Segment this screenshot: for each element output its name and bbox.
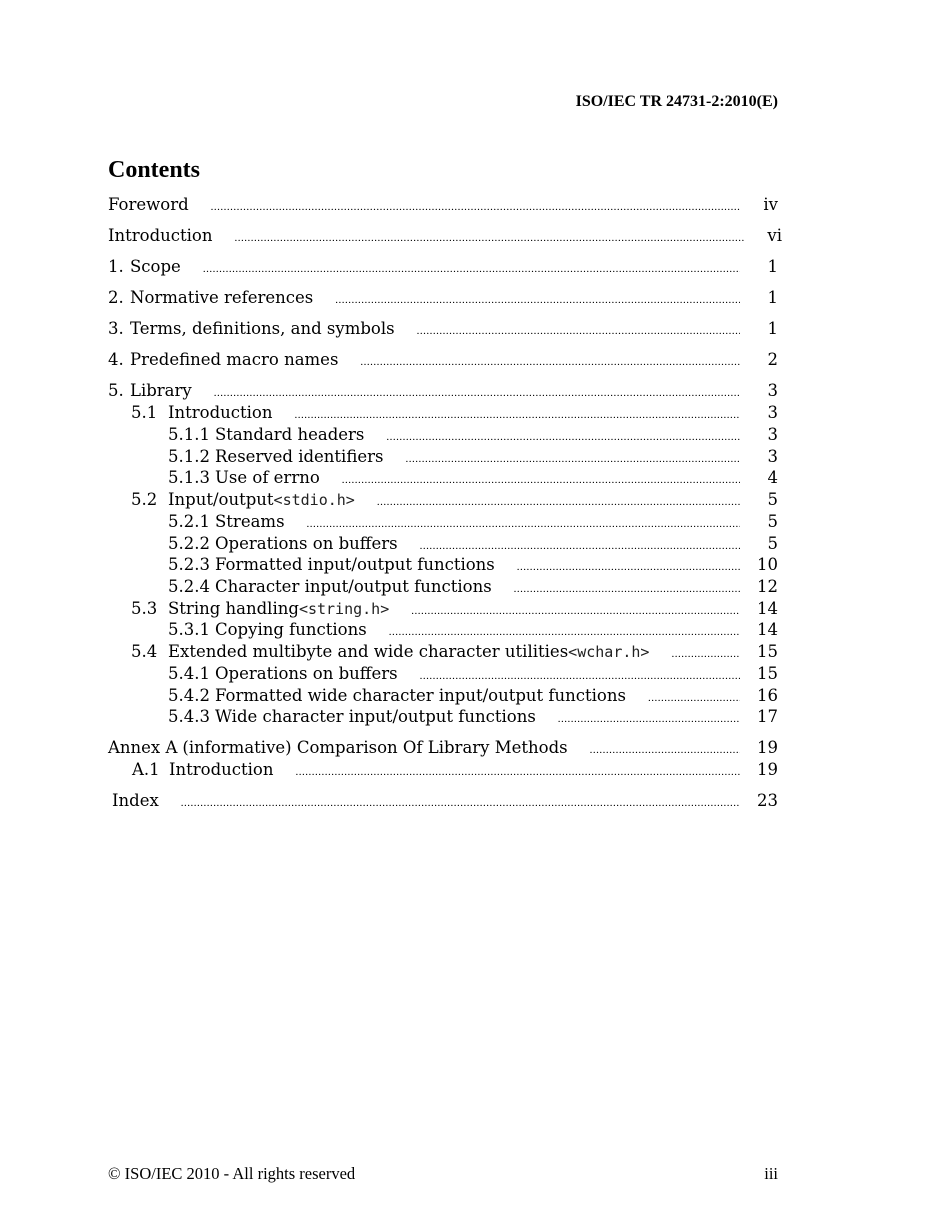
toc-entry-number: 5.4.3 bbox=[168, 707, 210, 726]
toc-entry-introduction[interactable] bbox=[108, 226, 782, 248]
toc-entry-number: 5.1.3 bbox=[168, 468, 210, 487]
toc-entry-code: <stdio.h> bbox=[273, 491, 355, 509]
toc-entry-5-4-3[interactable] bbox=[168, 707, 778, 729]
leader-dots bbox=[211, 197, 740, 217]
toc-page-number: 16 bbox=[757, 686, 778, 705]
toc-entry-label: Library bbox=[130, 381, 192, 400]
toc-entry-number: 5.3.1 bbox=[168, 620, 210, 639]
toc-entry-number: A.1 bbox=[132, 760, 160, 779]
toc-page-number: 14 bbox=[757, 599, 778, 618]
toc-page-number: 14 bbox=[757, 620, 778, 639]
toc-page-number: iv bbox=[763, 195, 778, 214]
toc-entry-label: Input/output bbox=[168, 490, 274, 509]
leader-dots bbox=[335, 290, 740, 310]
toc-entry-label: Formatted wide character input/output functions bbox=[215, 686, 626, 705]
page-title: Contents bbox=[108, 157, 201, 183]
toc-entry-label: Foreword bbox=[108, 195, 189, 214]
toc-entry-label: Normative references bbox=[130, 288, 314, 307]
toc-page-number: 12 bbox=[757, 577, 778, 596]
toc-entry-number: 5.2.2 bbox=[168, 534, 210, 553]
toc-entry-label: Index bbox=[112, 791, 159, 810]
leader-dots bbox=[342, 470, 740, 490]
leader-dots bbox=[517, 557, 740, 577]
toc-entry-number: 4. bbox=[108, 350, 124, 369]
toc-entry-number: 5.4.1 bbox=[168, 664, 210, 683]
leader-dots bbox=[296, 762, 741, 782]
toc-entry-normative-references[interactable] bbox=[108, 288, 778, 310]
toc-entry-label: (informative) Comparison Of Library Methods bbox=[182, 738, 568, 757]
toc-entry-number: 5.3 bbox=[131, 599, 158, 618]
toc-page-number: 5 bbox=[767, 490, 778, 509]
leader-dots bbox=[377, 492, 740, 512]
copyright-notice: © ISO/IEC 2010 - All rights reserved bbox=[108, 1164, 356, 1183]
toc-entry-5-2-2[interactable] bbox=[168, 534, 778, 556]
toc-entry-5-3[interactable] bbox=[131, 599, 778, 621]
leader-dots bbox=[295, 405, 741, 425]
toc-entry-number: 3. bbox=[108, 319, 124, 338]
toc-entry-label: Streams bbox=[215, 512, 285, 531]
leader-dots bbox=[405, 449, 740, 469]
toc-entry-number: 5.1.2 bbox=[168, 447, 210, 466]
leader-dots bbox=[671, 644, 740, 664]
toc-entry-predefined-macros[interactable] bbox=[108, 350, 778, 372]
toc-page-number: 3 bbox=[767, 381, 778, 400]
leader-dots bbox=[181, 793, 740, 813]
toc-entry-5-2-3[interactable] bbox=[168, 555, 778, 577]
toc-page-number: 15 bbox=[757, 664, 778, 683]
toc-entry-label: Terms, definitions, and symbols bbox=[130, 319, 395, 338]
toc-entry-label: Operations on buffers bbox=[215, 534, 398, 553]
toc-entry-label: Use of errno bbox=[215, 468, 320, 487]
toc-entry-label: Scope bbox=[130, 257, 181, 276]
leader-dots bbox=[420, 536, 740, 556]
toc-entry-number: 5.1.1 bbox=[168, 425, 210, 444]
toc-entry-number: 5.4 bbox=[131, 642, 158, 661]
leader-dots bbox=[235, 228, 745, 248]
toc-page-number: 3 bbox=[767, 447, 778, 466]
toc-entry-5-3-1[interactable] bbox=[168, 620, 778, 642]
toc-entry-library[interactable] bbox=[108, 381, 778, 403]
toc-entry-5-1[interactable] bbox=[131, 403, 778, 425]
toc-page-number: 17 bbox=[757, 707, 778, 726]
toc-entry-label: Introduction bbox=[169, 760, 274, 779]
toc-page-number: 5 bbox=[767, 512, 778, 531]
toc-page-number: 5 bbox=[767, 534, 778, 553]
toc-entry-5-1-1[interactable] bbox=[168, 425, 778, 447]
leader-dots bbox=[558, 709, 740, 729]
toc-entry-code: <string.h> bbox=[298, 600, 390, 618]
toc-entry-number: 5.2.1 bbox=[168, 512, 210, 531]
toc-entry-label: String handling bbox=[168, 599, 299, 618]
leader-dots bbox=[307, 514, 740, 534]
toc-entry-number: 5.1 bbox=[131, 403, 158, 422]
toc-entry-number: 1. bbox=[108, 257, 124, 276]
toc-entry-number: 5.2.4 bbox=[168, 577, 210, 596]
leader-dots bbox=[203, 259, 740, 279]
leader-dots bbox=[386, 427, 740, 447]
toc-page-number: 19 bbox=[757, 738, 778, 757]
toc-entry-5-4-1[interactable] bbox=[168, 664, 778, 686]
toc-entry-5-1-3[interactable] bbox=[168, 468, 778, 490]
toc-entry-5-4[interactable] bbox=[131, 642, 778, 664]
toc-page-number: 4 bbox=[767, 468, 778, 487]
toc-entry-number: 5.4.2 bbox=[168, 686, 210, 705]
toc-entry-5-4-2[interactable] bbox=[168, 686, 778, 708]
toc-entry-label: Operations on buffers bbox=[215, 664, 398, 683]
toc-entry-index[interactable] bbox=[112, 791, 778, 813]
toc-entry-label: Predefined macro names bbox=[130, 350, 339, 369]
toc-page-number: 10 bbox=[757, 555, 778, 574]
toc-entry-5-2[interactable] bbox=[131, 490, 778, 512]
leader-dots bbox=[389, 622, 740, 642]
toc-entry-label: Character input/output functions bbox=[215, 577, 492, 596]
toc-entry-label: Reserved identifiers bbox=[215, 447, 384, 466]
toc-entry-label: Copying functions bbox=[215, 620, 367, 639]
toc-entry-5-1-2[interactable] bbox=[168, 447, 778, 469]
toc-entry-label: Formatted input/output functions bbox=[215, 555, 495, 574]
toc-entry-number: 2. bbox=[108, 288, 124, 307]
toc-entry-label: Standard headers bbox=[215, 425, 365, 444]
toc-entry-foreword[interactable] bbox=[108, 195, 778, 217]
toc-page-number: 23 bbox=[757, 791, 778, 810]
document-id: ISO/IEC TR 24731-2:2010(E) bbox=[575, 93, 778, 110]
leader-dots bbox=[360, 352, 740, 372]
leader-dots bbox=[590, 740, 740, 760]
leader-dots bbox=[420, 666, 740, 686]
toc-entry-5-2-4[interactable] bbox=[168, 577, 778, 599]
page-number: iii bbox=[764, 1164, 778, 1183]
toc-entry-terms[interactable] bbox=[108, 319, 778, 341]
toc-page-number: 15 bbox=[757, 642, 778, 661]
toc-page-number: 2 bbox=[767, 350, 778, 369]
leader-dots bbox=[411, 601, 740, 621]
toc-page-number: vi bbox=[767, 226, 782, 245]
toc-entry-label: Introduction bbox=[168, 403, 273, 422]
toc-entry-number: 5.2.3 bbox=[168, 555, 210, 574]
toc-entry-code: <wchar.h> bbox=[568, 643, 650, 661]
toc-entry-a-1[interactable] bbox=[132, 760, 778, 782]
toc-entry-label: Extended multibyte and wide character utilities bbox=[168, 642, 569, 661]
toc-entry-label: Wide character input/output functions bbox=[215, 707, 536, 726]
toc-page-number: 1 bbox=[767, 319, 778, 338]
toc-entry-number: 5. bbox=[108, 381, 124, 400]
toc-page-number: 3 bbox=[767, 403, 778, 422]
toc-entry-label: Introduction bbox=[108, 226, 213, 245]
leader-dots bbox=[214, 383, 740, 403]
leader-dots bbox=[514, 579, 740, 599]
toc-entry-scope[interactable] bbox=[108, 257, 778, 279]
toc-entry-5-2-1[interactable] bbox=[168, 512, 778, 534]
toc-page-number: 1 bbox=[767, 257, 778, 276]
toc-entry-number: Annex A bbox=[108, 738, 178, 757]
leader-dots bbox=[417, 321, 740, 341]
toc-entry-annex-a[interactable] bbox=[108, 738, 778, 760]
leader-dots bbox=[648, 688, 740, 708]
toc-page-number: 3 bbox=[767, 425, 778, 444]
toc-page-number: 1 bbox=[767, 288, 778, 307]
toc-page-number: 19 bbox=[757, 760, 778, 779]
toc-entry-number: 5.2 bbox=[131, 490, 158, 509]
